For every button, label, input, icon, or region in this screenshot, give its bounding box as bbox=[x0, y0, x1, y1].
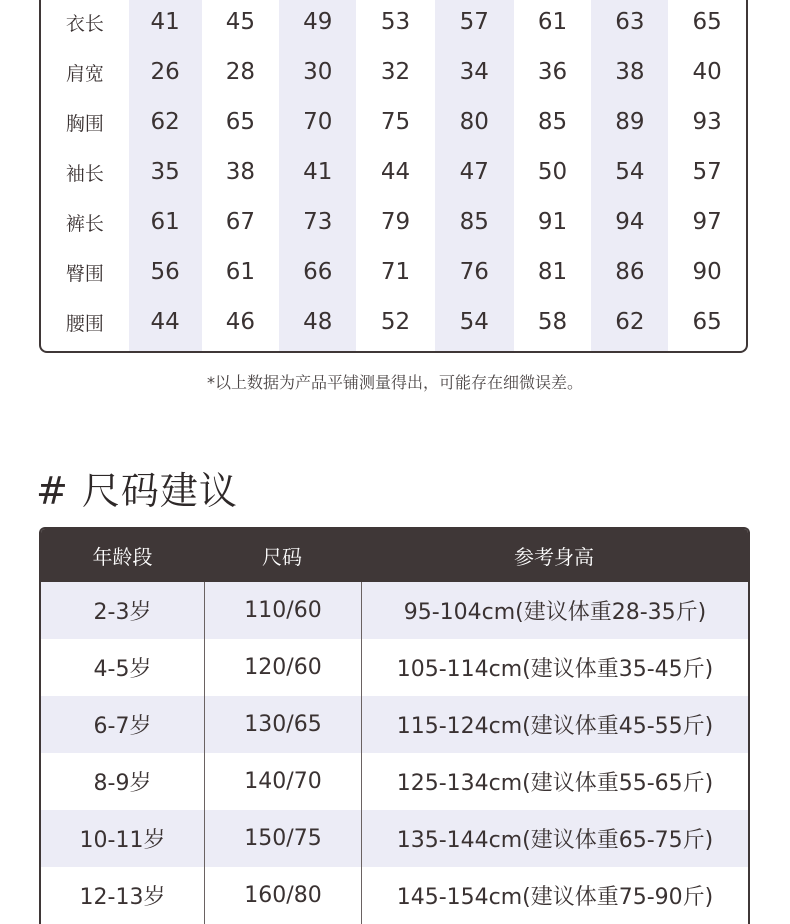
measure-cell: 65 bbox=[692, 309, 722, 335]
measure-cell: 35 bbox=[150, 159, 180, 185]
measure-cell: 91 bbox=[537, 209, 568, 235]
measure-cell: 62 bbox=[615, 309, 645, 335]
measure-cell: 80 bbox=[459, 109, 489, 135]
measure-row-label: 臀围 bbox=[65, 262, 104, 285]
measure-cell: 54 bbox=[615, 159, 645, 185]
measure-row-label: 胸围 bbox=[65, 112, 104, 135]
measure-cell: 86 bbox=[615, 259, 645, 285]
measure-cell: 81 bbox=[537, 259, 568, 285]
measure-cell: 40 bbox=[692, 59, 722, 85]
table-row bbox=[41, 639, 748, 696]
measure-size-column bbox=[435, 0, 514, 351]
measure-size-column bbox=[129, 0, 202, 351]
table-row bbox=[41, 696, 748, 753]
measure-cell: 93 bbox=[692, 109, 722, 135]
measure-size-column bbox=[356, 0, 435, 351]
measure-cell: 30 bbox=[303, 59, 333, 85]
table-row bbox=[41, 582, 748, 639]
height-cell: 105-114cm(建议体重35-45斤) bbox=[396, 657, 714, 682]
measure-row-label: 腰围 bbox=[65, 312, 104, 335]
measure-cell: 90 bbox=[692, 259, 722, 285]
height-cell: 125-134cm(建议体重55-65斤) bbox=[396, 771, 714, 796]
measure-row-label: 肩宽 bbox=[65, 62, 104, 85]
measure-cell: 50 bbox=[537, 159, 568, 185]
size-cell: 140/70 bbox=[205, 753, 362, 810]
measure-cell: 41 bbox=[303, 159, 333, 185]
age-cell: 8-9岁 bbox=[41, 753, 205, 810]
measure-row-label: 袖长 bbox=[65, 162, 104, 185]
height-cell: 115-124cm(建议体重45-55斤) bbox=[396, 714, 714, 739]
measure-cell: 75 bbox=[380, 109, 411, 135]
measure-cell: 79 bbox=[380, 209, 411, 235]
measure-cell: 32 bbox=[380, 59, 411, 85]
measure-cell: 38 bbox=[225, 159, 256, 185]
measure-cell: 66 bbox=[303, 259, 333, 285]
measure-size-column bbox=[591, 0, 668, 351]
measure-size-column bbox=[202, 0, 280, 351]
measure-cell: 85 bbox=[459, 209, 489, 235]
measure-cell: 44 bbox=[150, 309, 180, 335]
measure-size-column bbox=[514, 0, 592, 351]
measure-cell: 65 bbox=[692, 9, 722, 35]
size-advice-table bbox=[39, 527, 750, 924]
measure-cell: 63 bbox=[615, 9, 645, 35]
measure-cell: 70 bbox=[303, 109, 333, 135]
size-cell: 160/80 bbox=[205, 867, 362, 924]
header-size: 尺码 bbox=[262, 545, 302, 569]
section-title: # 尺码建议 bbox=[36, 469, 238, 513]
measure-size-column bbox=[279, 0, 356, 351]
measure-cell: 76 bbox=[459, 259, 489, 285]
age-cell: 2-3岁 bbox=[41, 582, 205, 639]
measure-cell: 56 bbox=[150, 259, 180, 285]
size-cell: 130/65 bbox=[205, 696, 362, 753]
measurement-table bbox=[39, 0, 748, 353]
measure-cell: 45 bbox=[225, 9, 256, 35]
measure-cell: 62 bbox=[150, 109, 180, 135]
measure-cell: 36 bbox=[537, 59, 568, 85]
measure-cell: 52 bbox=[380, 309, 411, 335]
measure-cell: 58 bbox=[537, 309, 568, 335]
size-advice-body bbox=[41, 582, 748, 924]
measure-cell: 26 bbox=[150, 59, 180, 85]
size-cell: 110/60 bbox=[205, 582, 362, 639]
measure-cell: 65 bbox=[225, 109, 256, 135]
table-row bbox=[41, 867, 748, 924]
measure-cell: 48 bbox=[303, 309, 333, 335]
size-cell: 150/75 bbox=[205, 810, 362, 867]
measure-cell: 57 bbox=[692, 159, 722, 185]
measure-cell: 38 bbox=[615, 59, 645, 85]
measure-cell: 67 bbox=[225, 209, 256, 235]
age-cell: 12-13岁 bbox=[41, 867, 205, 924]
age-cell: 4-5岁 bbox=[41, 639, 205, 696]
measure-cell: 61 bbox=[537, 9, 568, 35]
measure-cell: 85 bbox=[537, 109, 568, 135]
measure-cell: 97 bbox=[692, 209, 722, 235]
measure-cell: 73 bbox=[303, 209, 333, 235]
age-cell: 10-11岁 bbox=[41, 810, 205, 867]
measure-cell: 28 bbox=[225, 59, 256, 85]
measure-cell: 89 bbox=[615, 109, 645, 135]
measure-cell: 94 bbox=[615, 209, 645, 235]
table-row bbox=[41, 753, 748, 810]
age-cell: 6-7岁 bbox=[41, 696, 205, 753]
height-cell: 95-104cm(建议体重28-35斤) bbox=[403, 600, 707, 625]
measure-cell: 61 bbox=[150, 209, 180, 235]
measure-row-label: 衣长 bbox=[65, 12, 104, 35]
measure-cell: 57 bbox=[459, 9, 489, 35]
measure-cell: 49 bbox=[303, 9, 333, 35]
height-cell: 135-144cm(建议体重65-75斤) bbox=[396, 828, 714, 853]
measure-cell: 44 bbox=[380, 159, 411, 185]
measure-cell: 34 bbox=[459, 59, 489, 85]
measure-label-column bbox=[41, 0, 129, 351]
measure-cell: 54 bbox=[459, 309, 489, 335]
measure-cell: 46 bbox=[225, 309, 256, 335]
measurement-note: *以上数据为产品平铺测量得出，可能存在细微误差。 bbox=[206, 373, 583, 392]
size-advice-header bbox=[41, 529, 748, 582]
measure-row-label: 裤长 bbox=[65, 212, 104, 235]
header-height: 参考身高 bbox=[514, 545, 594, 569]
height-cell: 145-154cm(建议体重75-90斤) bbox=[396, 885, 714, 910]
table-row bbox=[41, 810, 748, 867]
size-cell: 120/60 bbox=[205, 639, 362, 696]
measure-cell: 47 bbox=[459, 159, 489, 185]
measure-cell: 41 bbox=[150, 9, 180, 35]
header-age: 年龄段 bbox=[92, 545, 153, 569]
measure-cell: 71 bbox=[380, 259, 411, 285]
measure-size-column bbox=[668, 0, 746, 351]
measure-cell: 61 bbox=[225, 259, 256, 285]
measure-cell: 53 bbox=[380, 9, 411, 35]
